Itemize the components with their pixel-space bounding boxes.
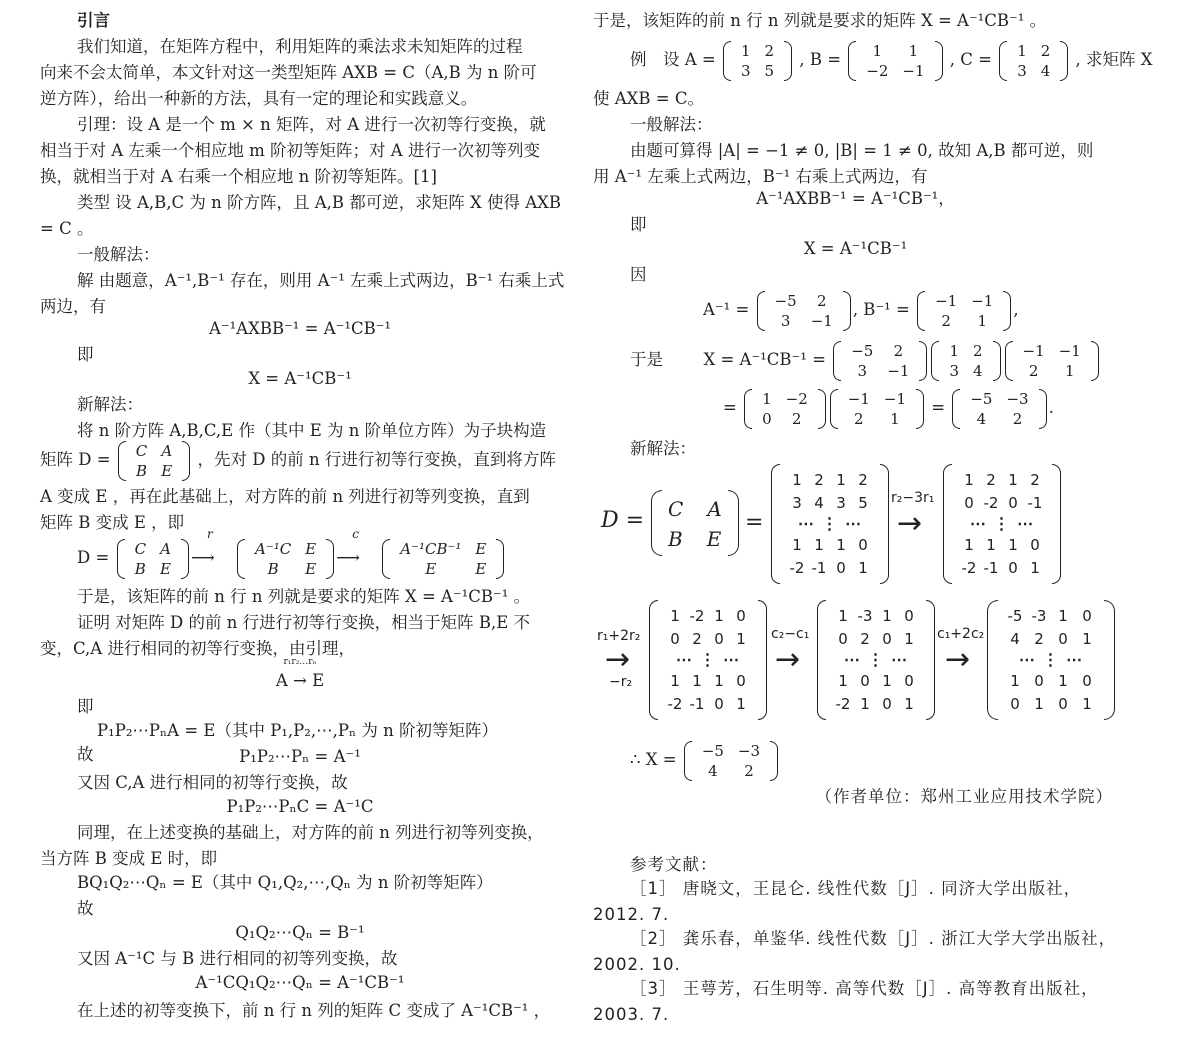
matrix-cell: E [160, 559, 171, 578]
matrix-X [952, 389, 1046, 429]
paragraph-line: 即 [630, 215, 647, 234]
equation: X = A⁻¹CB⁻¹ [803, 239, 908, 258]
subheading: 一般解法： [77, 245, 160, 264]
matrix-cell: -3 [1031, 606, 1047, 625]
matrix-cell: 1 [1058, 671, 1068, 690]
matrix-cell: 1 [882, 671, 892, 690]
matrix-cell: A [161, 441, 173, 460]
matrix-cell: 1 [890, 409, 900, 428]
matrix-cell: 0 [1058, 695, 1068, 714]
matrix-cell: 1 [872, 41, 883, 60]
matrix-cell: −1 [1022, 341, 1045, 360]
matrix-cell: 1 [792, 470, 802, 489]
reference-item: 2012. 7. [593, 905, 670, 924]
subheading: 一般解法： [630, 115, 713, 134]
paragraph-line: 用 A⁻¹ 左乘上式两边，B⁻¹ 右乘上式两边，有 [593, 167, 928, 186]
text: X = A⁻¹CB⁻¹ = [703, 350, 826, 369]
paragraph-line: 由题可算得 |A| = −1 ≠ 0, |B| = 1 ≠ 0, 故知 A,B 都可逆，则 [630, 141, 1094, 160]
block-matrix-1 [771, 464, 889, 584]
paragraph-line: 在上述的初等变换下，前 n 行 n 列的矩阵 C 变成了 A⁻¹CB⁻¹ ， [77, 1001, 551, 1020]
matrix-cell: 1 [1010, 671, 1020, 690]
matrix-cell: E [305, 539, 317, 558]
paragraph-line: 又因 C,A 进行相同的初等行变换，故 [77, 773, 348, 792]
matrix-cell: 1 [1017, 41, 1027, 60]
matrix-cell: C [134, 539, 147, 558]
matrix-cell: -3 [857, 606, 873, 625]
equation: A⁻¹AXBB⁻¹ = A⁻¹CB⁻¹ [208, 319, 392, 338]
block-matrix-4 [817, 600, 935, 720]
equation-transform [77, 527, 560, 580]
matrix-cell: B [134, 559, 146, 578]
example-line [593, 38, 1153, 82]
matrix-cell: 3 [857, 361, 868, 380]
equation: A⁻¹CQ₁Q₂⋯Qₙ = A⁻¹CB⁻¹ [195, 973, 405, 992]
matrix-cell: 1 [714, 606, 724, 625]
reference-item: ［3］ 王萼芳，石生明等. 高等代数［J］. 高等教育出版社， [630, 979, 1099, 998]
ellipsis: ⋯ ⋮ ⋯ [1018, 649, 1084, 669]
matrix-C [999, 41, 1068, 81]
equation-result-2: = 1 −2 0 2 −1 −1 2 1 = −5 −3 4 2 . [723, 389, 1054, 428]
matrix-cell: 1 [736, 695, 746, 714]
matrix-cell: 1 [904, 630, 914, 649]
arrow-c: c ⟶ [336, 527, 360, 567]
matrix-cell: 5 [858, 494, 868, 513]
matrix-cell: −5 [774, 291, 797, 310]
matrix-cell: −3 [1006, 389, 1029, 408]
matrix-cell: 0 [1030, 535, 1040, 554]
matrix-cell: 5 [764, 61, 775, 80]
equation: A⁻¹AXBB⁻¹ = A⁻¹CB⁻¹， [756, 189, 955, 208]
text: A⁻¹ = [703, 300, 750, 319]
matrix-cell: 4 [973, 361, 983, 380]
equation: BQ₁Q₂⋯Qₙ = E（其中 Q₁,Q₂,⋯,Qₙ 为 n 阶初等矩阵） [77, 873, 493, 892]
paragraph-line: 即 [77, 345, 94, 364]
matrix-cell: −2 [785, 389, 808, 408]
matrix-cell: 2 [854, 409, 864, 428]
matrix-cell: 1 [1008, 535, 1018, 554]
matrix-AinvC [237, 539, 334, 579]
paragraph-line: 向来不会太简单，本文针对这一类型矩阵 AXB = C（A,B 为 n 阶可 [40, 63, 537, 82]
matrix-Ainv [833, 341, 927, 381]
matrix-cell: A⁻¹CB⁻¹ [400, 539, 462, 558]
matrix-cell: 4 [814, 494, 824, 513]
matrix-cell: 3 [792, 494, 802, 513]
text: ∴ X = [630, 750, 677, 769]
matrix-cell: 0 [736, 606, 746, 625]
step-label: c₁+2c₂ [937, 626, 985, 642]
matrix-cell: 2 [814, 470, 824, 489]
matrix-cell: 0 [1034, 671, 1044, 690]
matrix-cell: −1 [1058, 341, 1081, 360]
matrix-cell: −1 [902, 61, 925, 80]
paragraph-line [40, 440, 560, 481]
step-label: r₁+2r₂ [597, 628, 641, 644]
ellipsis: ⋯ ⋮ ⋯ [843, 649, 909, 669]
matrix-cell: 0 [714, 630, 724, 649]
matrix-cell: 0 [882, 630, 892, 649]
matrix-cell: 4 [708, 761, 718, 780]
matrix-cell: 1 [1064, 361, 1075, 380]
matrix-cell: 3 [740, 61, 751, 80]
arrow-icon: → [605, 642, 631, 677]
ellipsis: ⋯ ⋮ ⋯ [675, 649, 741, 669]
matrix-cell: 2 [816, 291, 827, 310]
matrix-cell: 0 [882, 695, 892, 714]
matrix-Binv [1005, 341, 1099, 381]
step-label: −r₂ [609, 674, 633, 690]
matrix-cell: 1 [986, 535, 996, 554]
text: D = [77, 548, 110, 567]
equation-result [630, 338, 1118, 382]
matrix-cell: 1 [762, 389, 772, 408]
equation: X = A⁻¹CB⁻¹ [248, 369, 352, 388]
matrix-CA-BE [117, 539, 189, 579]
equation-inverse: A⁻¹ = −5 2 3 −1 , B⁻¹ = −1 −1 2 1 , [703, 291, 1019, 330]
equation: Q₁Q₂⋯Qₙ = B⁻¹ [235, 923, 365, 942]
matrix-Binv [830, 389, 924, 429]
paragraph-line: 故 [77, 745, 94, 764]
text: , C = [949, 50, 992, 69]
matrix-cell: 1 [838, 671, 848, 690]
matrix-cell: 0 [1008, 559, 1018, 578]
matrix-cell: 1 [860, 695, 870, 714]
matrix-cell: 1 [792, 535, 802, 554]
matrix-cell: 2 [764, 41, 775, 60]
paragraph-line: 使 AXB = C。 [593, 89, 704, 108]
d-label-big: D = [601, 508, 645, 533]
arrow-icon: → [775, 642, 801, 677]
matrix-cell: −2 [866, 61, 889, 80]
matrix-cell: 2 [692, 630, 702, 649]
matrix-cell: 4 [1040, 61, 1051, 80]
paragraph-line: 类型 设 A,B,C 为 n 阶方阵，且 A,B 都可逆，求矩阵 X 使得 AXB [77, 193, 562, 212]
matrix-cell: −5 [701, 741, 724, 760]
references-title: 参考文献： [630, 855, 718, 874]
matrix-cell: 1 [858, 559, 868, 578]
matrix-cell: 2 [1030, 470, 1040, 489]
paragraph-line: 故 [77, 899, 94, 918]
paragraph-line: 逆方阵），给出一种新的方法，具有一定的理论和实践意义。 [40, 89, 478, 108]
matrix-cell: E [475, 539, 487, 558]
matrix-cell: 0 [838, 630, 848, 649]
text: , 求矩阵 X [1075, 50, 1153, 69]
reference-item: 2002. 10. [593, 955, 681, 974]
matrix-cell: 1 [736, 630, 746, 649]
matrix-cell: 1 [836, 470, 846, 489]
equation: P₁P₂⋯Pₙ = A⁻¹ [239, 747, 361, 766]
block-matrix-3 [649, 600, 767, 720]
matrix-cell: C [135, 441, 148, 460]
matrix-cell: -2 [961, 559, 977, 578]
reference-item: ［1］ 唐晓文，王昆仑. 线性代数［J］. 同济大学出版社， [630, 879, 1082, 898]
matrix-cell: 1 [1058, 606, 1068, 625]
paragraph-line: A 变成 E ，再在此基础上，对方阵的前 n 列进行初等列变换，直到 [40, 487, 530, 506]
matrix-B [848, 41, 942, 81]
matrix-cell: 1 [964, 470, 974, 489]
matrix-cell: 3 [1017, 61, 1027, 80]
matrix-result [382, 539, 504, 579]
matrix-cell: 1 [908, 41, 919, 60]
matrix-cell: -1 [689, 695, 705, 714]
matrix-cell: 1 [977, 311, 988, 330]
matrix-L1 [744, 389, 826, 429]
matrix-cell: -2 [667, 695, 683, 714]
equation: P₁P₂⋯PₙA = E（其中 P₁,P₂,⋯,Pₙ 为 n 阶初等矩阵） [97, 721, 498, 740]
matrix-cell: 1 [740, 41, 751, 60]
matrix-cell: 3 [949, 361, 959, 380]
matrix-CA-BE-big: C A B E [651, 490, 739, 556]
paragraph-line: 因 [630, 265, 647, 284]
matrix-cell: −3 [737, 741, 761, 760]
matrix-cell: 2 [941, 311, 951, 330]
paragraph-line: 变，C,A 进行相同的初等行变换，由引理， [40, 639, 355, 658]
matrix-cell: −1 [810, 311, 833, 330]
matrix-cell: 2 [791, 409, 802, 428]
matrix-cell: 1 [670, 671, 680, 690]
paragraph-line: 换，就相当于对 A 右乘一个相应地 n 阶初等矩阵。[1] [40, 167, 437, 186]
matrix-cell: −1 [883, 389, 906, 408]
paragraph-line: 当方阵 B 变成 E 时，即 [40, 849, 218, 868]
matrix-A [723, 41, 792, 81]
matrix-cell: 1 [714, 671, 724, 690]
equals-sign: = [745, 510, 764, 535]
text: ，先对 D 的前 n 行进行初等行变换，直到将方阵 [197, 450, 556, 469]
matrix-cell: 2 [986, 470, 996, 489]
matrix-C [931, 341, 1000, 381]
matrix-cell: 0 [904, 606, 914, 625]
paragraph-line: 相当于对 A 左乘一个相应地 m 阶初等矩阵；对 A 进行一次初等列变 [40, 141, 540, 160]
matrix-cell: 0 [670, 630, 680, 649]
matrix-cell: 2 [1034, 630, 1044, 649]
matrix-Ainv [757, 291, 851, 331]
matrix-cell: −1 [971, 291, 994, 310]
matrix-cell: -2 [689, 606, 705, 625]
matrix-cell: -2 [983, 494, 999, 513]
matrix-cell: A⁻¹C [255, 539, 292, 558]
matrix-cell: 4 [976, 409, 987, 428]
equation: P₁P₂⋯PₙC = A⁻¹C [226, 797, 374, 816]
paragraph-line: 证明 对矩阵 D 的前 n 行进行初等行变换，相当于矩阵 B,E 不 [77, 613, 530, 632]
matrix-cell: 1 [1034, 695, 1044, 714]
matrix-cell: 1 [882, 606, 892, 625]
matrix-cell: 1 [1008, 470, 1018, 489]
paragraph-line: 解 由题意，A⁻¹,B⁻¹ 存在，则用 A⁻¹ 左乘上式两边，B⁻¹ 右乘上式 [77, 271, 565, 290]
matrix-cell: 1 [964, 535, 974, 554]
matrix-X [684, 741, 778, 781]
matrix-cell: 1 [904, 695, 914, 714]
ellipsis: ⋯ ⋮ ⋯ [797, 513, 863, 533]
matrix-cell: 2 [973, 341, 983, 360]
matrix-cell: 4 [1010, 630, 1020, 649]
matrix-cell: −5 [851, 341, 874, 360]
matrix-cell: 1 [1030, 559, 1040, 578]
text: 矩阵 D = [40, 450, 111, 469]
paragraph-line: 两边，有 [40, 297, 106, 316]
matrix-Binv [917, 291, 1011, 331]
matrix-cell: 0 [1082, 671, 1092, 690]
paragraph-line: 即 [77, 697, 94, 716]
paragraph-line: 同理，在上述变换的基础上，对方阵的前 n 列进行初等列变换， [77, 823, 544, 842]
text: = [931, 398, 946, 417]
matrix-cell: 0 [1008, 494, 1018, 513]
matrix-cell: 1 [670, 606, 680, 625]
paragraph-line: 于是，该矩阵的前 n 行 n 列就是要求的矩阵 X = A⁻¹CB⁻¹ 。 [77, 587, 531, 606]
matrix-cell: -2 [789, 559, 805, 578]
matrix-CA-BE [118, 441, 190, 481]
matrix-cell: 1 [838, 606, 848, 625]
matrix-cell: 0 [1082, 606, 1092, 625]
matrix-cell: 0 [860, 671, 870, 690]
matrix-cell: B [136, 461, 148, 480]
matrix-cell: 1 [1082, 630, 1092, 649]
matrix-cell: -5 [1007, 606, 1023, 625]
matrix-cell: -2 [835, 695, 851, 714]
text: 于是 [630, 350, 663, 369]
matrix-cell: 2 [893, 341, 904, 360]
matrix-cell: 2 [860, 630, 870, 649]
matrix-cell: 0 [714, 695, 724, 714]
matrix-cell: 0 [1058, 630, 1068, 649]
author-affiliation: （作者单位：郑州工业应用技术学院） [815, 787, 1113, 806]
step-label: r₂−3r₁ [891, 490, 935, 506]
matrix-cell: 0 [858, 535, 868, 554]
matrix-cell: 1 [1082, 695, 1092, 714]
reference-item: 2003. 7. [593, 1005, 670, 1024]
paragraph-line: 我们知道，在矩阵方程中，利用矩阵的乘法求未知矩阵的过程 [77, 37, 523, 56]
matrix-cell: 1 [836, 535, 846, 554]
text: 例 设 A = [630, 50, 716, 69]
block-matrix-5 [987, 600, 1115, 720]
matrix-cell: 0 [762, 409, 772, 428]
matrix-cell: E [161, 461, 173, 480]
matrix-cell: 3 [836, 494, 846, 513]
equation: A → E [275, 671, 325, 690]
paragraph-line: 于是，该矩阵的前 n 行 n 列就是要求的矩阵 X = A⁻¹CB⁻¹ 。 [593, 11, 1047, 30]
matrix-cell: -1 [1027, 494, 1043, 513]
matrix-cell: 2 [1012, 409, 1023, 428]
matrix-cell: 1 [692, 671, 702, 690]
matrix-cell: B [267, 559, 279, 578]
paragraph-line: 又因 A⁻¹C 与 B 进行相同的初等列变换，故 [77, 949, 398, 968]
arrow-icon: → [897, 506, 923, 541]
matrix-cell: −1 [935, 291, 958, 310]
matrix-cell: 2 [744, 761, 754, 780]
matrix-cell: 3 [780, 311, 791, 330]
matrix-cell: -1 [811, 559, 827, 578]
paragraph-line: 引理：设 A 是一个 m × n 矩阵，对 A 进行一次初等行变换，就 [77, 115, 546, 134]
matrix-cell: 0 [964, 494, 974, 513]
matrix-cell: 0 [904, 671, 914, 690]
matrix-cell: 2 [1040, 41, 1051, 60]
matrix-cell: 1 [814, 535, 824, 554]
section-heading: 引言 [77, 11, 110, 30]
matrix-cell: 1 [949, 341, 959, 360]
subheading: 新解法： [77, 395, 143, 414]
reference-item: ［2］ 龚乐春，单鉴华. 线性代数［J］. 浙江大学大学出版社， [630, 929, 1117, 948]
text: , B = [799, 50, 842, 69]
ellipsis: ⋯ ⋮ ⋯ [969, 513, 1035, 533]
subheading: 新解法： [630, 439, 696, 458]
matrix-cell: E [425, 559, 437, 578]
matrix-cell: −1 [887, 361, 910, 380]
equation-superscript: r₁r₂…rₙ [283, 657, 317, 667]
paragraph-line: = C 。 [40, 219, 94, 238]
answer-line [630, 738, 1118, 782]
block-matrix-2 [943, 464, 1061, 584]
matrix-cell: 0 [1010, 695, 1020, 714]
matrix-cell: −5 [970, 389, 993, 408]
matrix-cell: 2 [858, 470, 868, 489]
text: , B⁻¹ = [852, 300, 910, 319]
arrow-r: r ⟶ [191, 527, 215, 567]
matrix-cell: E [475, 559, 487, 578]
matrix-cell: E [305, 559, 317, 578]
matrix-cell: 0 [836, 559, 846, 578]
matrix-cell: -1 [983, 559, 999, 578]
paragraph-line: 将 n 阶方阵 A,B,C,E 作（其中 E 为 n 阶单位方阵）为子块构造 [77, 421, 547, 440]
arrow-icon: → [945, 642, 971, 677]
matrix-cell: A [160, 539, 171, 558]
matrix-cell: −1 [847, 389, 870, 408]
paragraph-line: 矩阵 B 变成 E ，即 [40, 513, 185, 532]
matrix-cell: 0 [736, 671, 746, 690]
text: = [723, 398, 737, 417]
step-label: c₂−c₁ [771, 626, 810, 642]
matrix-cell: 2 [1028, 361, 1039, 380]
